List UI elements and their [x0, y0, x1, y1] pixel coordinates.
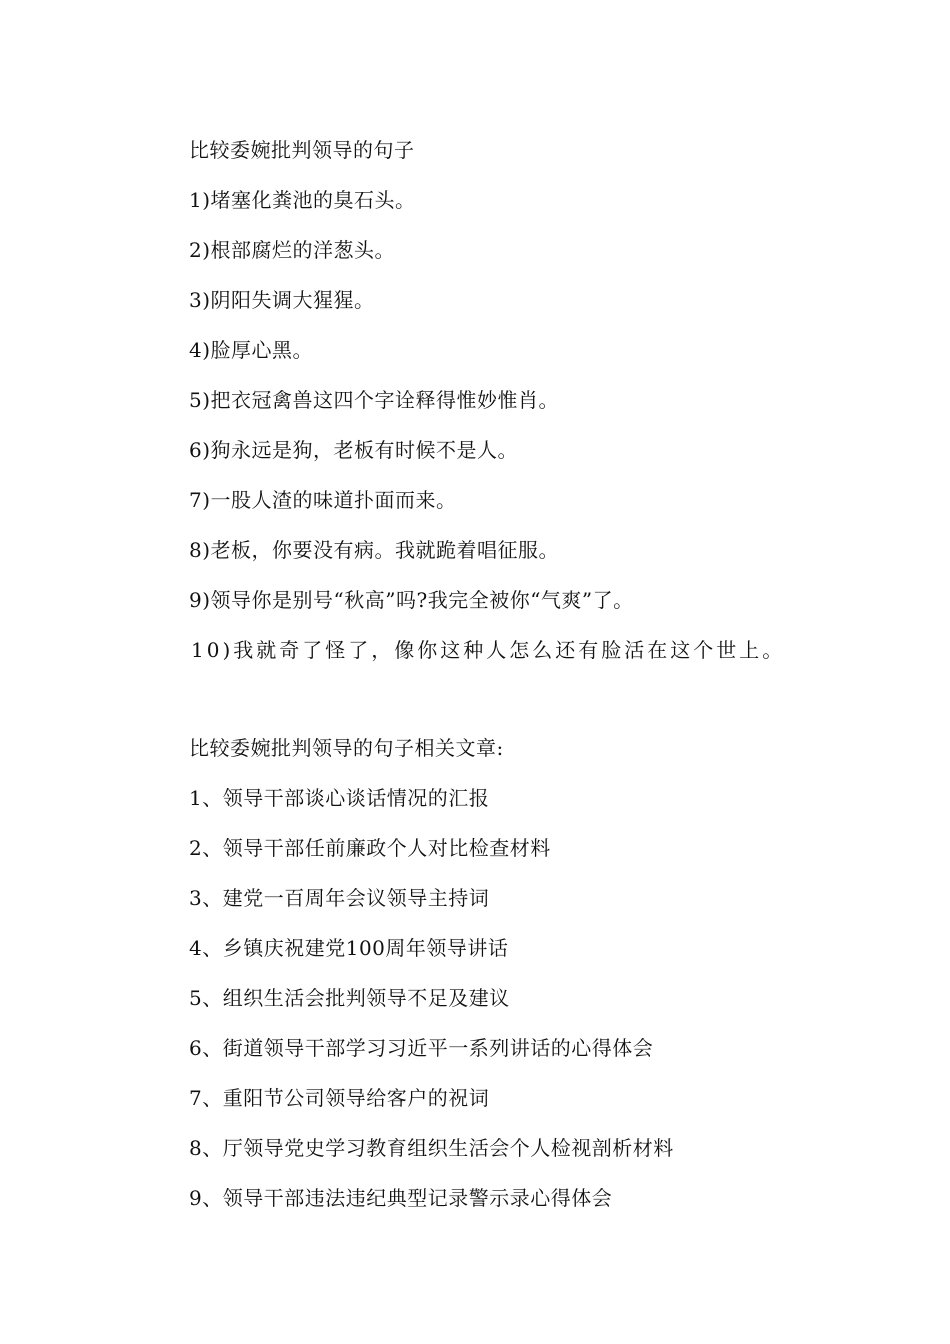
- related-article-link: 8、厅领导党史学习教育组织生活会个人检视剖析材料: [189, 1136, 674, 1160]
- related-article-link: 5、组织生活会批判领导不足及建议: [189, 986, 510, 1010]
- list-item: 1)堵塞化粪池的臭石头。: [189, 188, 416, 212]
- related-article-link: 6、街道领导干部学习习近平一系列讲话的心得体会: [189, 1036, 654, 1060]
- list-item: 7)一股人渣的味道扑面而来。: [189, 488, 457, 512]
- list-item: 4)脸厚心黑。: [189, 338, 314, 362]
- related-article-link: 2、领导干部任前廉政个人对比检查材料: [189, 836, 551, 860]
- list-item: 6)狗永远是狗，老板有时候不是人。: [189, 438, 519, 462]
- related-title: 比较委婉批判领导的句子相关文章:: [189, 736, 504, 760]
- related-article-link: 4、乡镇庆祝建党100周年领导讲话: [189, 936, 509, 960]
- list-item: 3)阴阳失调大猩猩。: [189, 288, 375, 312]
- list-item: 10)我就奇了怪了，像你这种人怎么还有脸活在这个世上。: [191, 638, 786, 662]
- list-item: 5)把衣冠禽兽这四个字诠释得惟妙惟肖。: [189, 388, 560, 412]
- list-item: 2)根部腐烂的洋葱头。: [189, 238, 396, 262]
- list-item: 9)领导你是别号“秋高”吗?我完全被你“气爽”了。: [189, 588, 634, 612]
- related-article-link: 3、建党一百周年会议领导主持词: [189, 886, 490, 910]
- related-article-link: 9、领导干部违法违纪典型记录警示录心得体会: [189, 1186, 613, 1210]
- list-item: 8)老板，你要没有病。我就跪着唱征服。: [189, 538, 560, 562]
- section-title: 比较委婉批判领导的句子: [189, 138, 415, 162]
- related-article-link: 7、重阳节公司领导给客户的祝词: [189, 1086, 490, 1110]
- related-article-link: 1、领导干部谈心谈话情况的汇报: [189, 786, 490, 810]
